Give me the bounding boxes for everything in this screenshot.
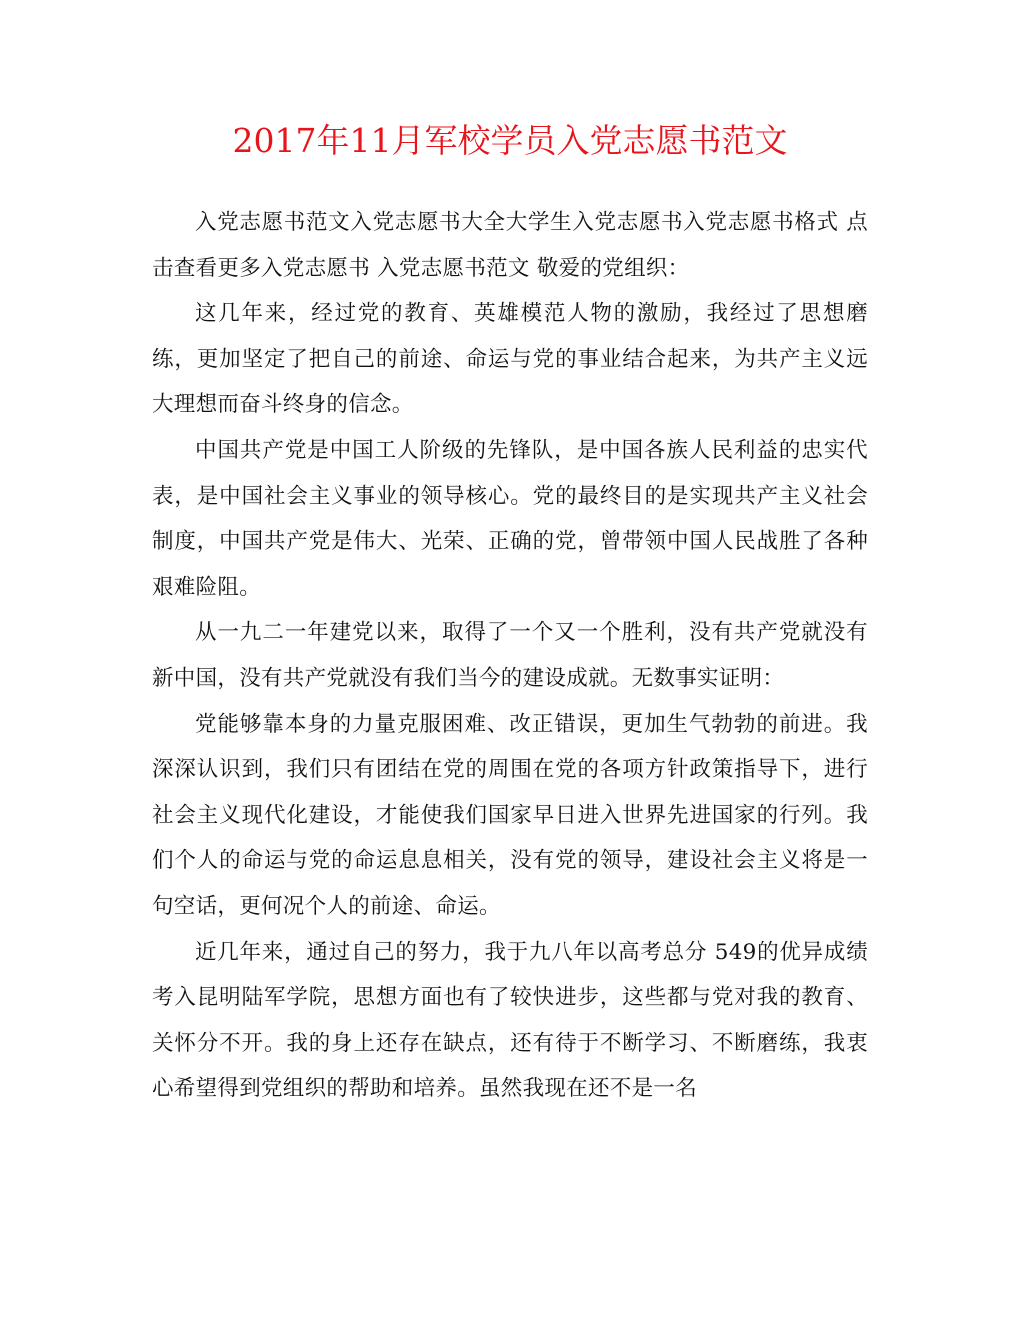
paragraph-intro: 入党志愿书范文入党志愿书大全大学生入党志愿书入党志愿书格式 点击查看更多入党志愿书 入党志愿书范文 敬爱的党组织： xyxy=(152,210,868,281)
paragraph-4: 党能够靠本身的力量克服困难、改正错误，更加生气勃勃的前进。我深深认识到，我们只有团结在党的周围在党的各项方针政策指导下，进行社会主义现代化建设，才能使我们国家早日进入世界先进国家的行列。我们个人的命运与党的命运息息相关，没有党的领导，建设社会主义将是一句空话，更何况个人的前途、命运。 xyxy=(152,711,868,919)
document-body xyxy=(152,200,868,1112)
document-title: 2017年11月军校学员入党志愿书范文 xyxy=(232,121,788,160)
paragraph-3: 从一九二一年建党以来，取得了一个又一个胜利，没有共产党就没有新中国，没有共产党就没有我们当今的建设成就。无数事实证明： xyxy=(152,620,868,691)
paragraph-5: 近几年来，通过自己的努力，我于九八年以高考总分 549的优异成绩考入昆明陆军学院，思想方面也有了较快进步，这些都与党对我的教育、关怀分不开。我的身上还存在缺点，还有待于不断学习、不断磨练，我衷心希望得到党组织的帮助和培养。虽然我现在还不是一名 xyxy=(152,939,868,1102)
paragraph-1: 这几年来，经过党的教育、英雄模范人物的激励，我经过了思想磨练，更加坚定了把自己的前途、命运与党的事业结合起来，为共产主义远大理想而奋斗终身的信念。 xyxy=(152,301,868,418)
paragraph-2: 中国共产党是中国工人阶级的先锋队，是中国各族人民利益的忠实代表，是中国社会主义事业的领导核心。党的最终目的是实现共产主义社会制度，中国共产党是伟大、光荣、正确的党，曾带领中国人民战胜了各种艰难险阻。 xyxy=(152,437,868,600)
